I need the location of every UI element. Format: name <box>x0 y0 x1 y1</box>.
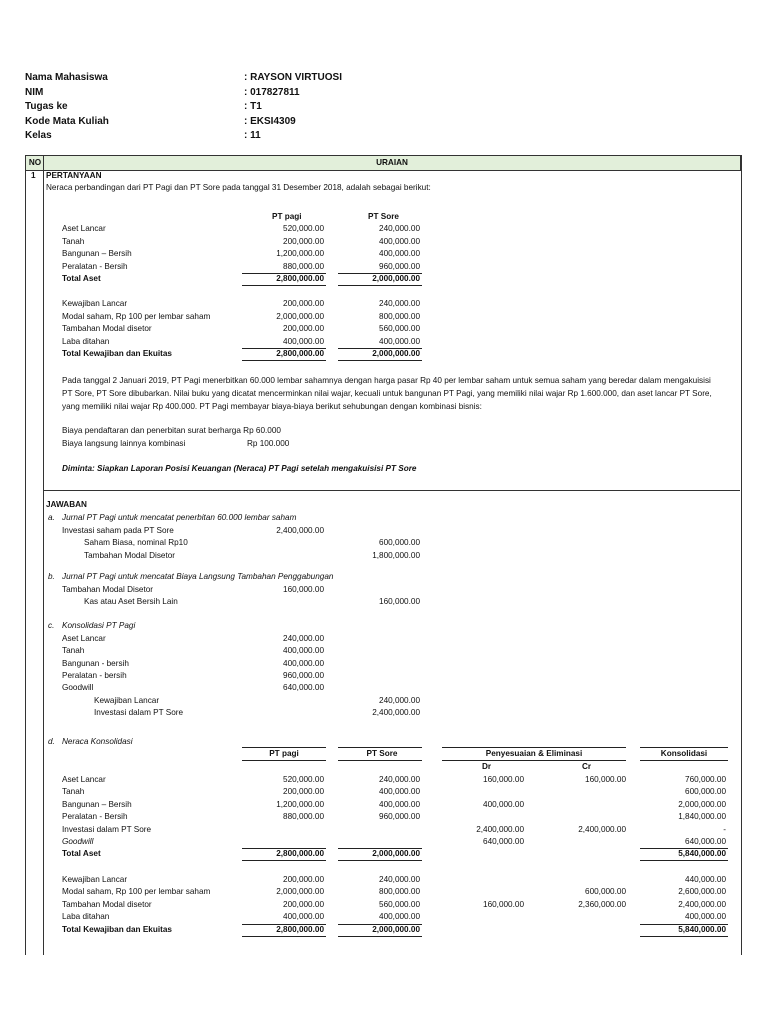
d-liability-label: Kewajiban Lancar <box>62 875 128 884</box>
sore-value: 800,000.00 <box>379 311 420 321</box>
d-col-elim: Penyesuaian & Eliminasi <box>485 749 583 758</box>
header-value: : 11 <box>244 130 261 141</box>
d-col-kons: Konsolidasi <box>660 749 708 758</box>
sore-value: 240,000.00 <box>379 299 420 308</box>
d-kons: 2,400,000.00 <box>678 899 726 909</box>
d-asset-label: Tanah <box>62 787 85 797</box>
diminta-text: Diminta: Siapkan Laporan Posisi Keuangan (Neraca) PT Pagi setelah mengakuisisi PT Sore <box>62 464 417 473</box>
d-dr: 160,000.00 <box>483 775 524 784</box>
d-pagi: 2,000,000.00 <box>276 887 324 897</box>
asset-label: Peralatan - Bersih <box>62 261 128 271</box>
header-value: : 017827811 <box>244 86 300 98</box>
header-label: NIM <box>25 86 44 98</box>
d-cr: 2,360,000.00 <box>578 899 626 909</box>
d-total-sore: 2,000,000.00 <box>372 849 420 859</box>
underline <box>442 747 626 748</box>
journal-account: Tambahan Modal Disetor <box>84 550 176 560</box>
d-sore: 800,000.00 <box>379 887 420 897</box>
sore-value: 960,000.00 <box>379 261 420 271</box>
d-asset-label: Peralatan - Bersih <box>62 812 128 822</box>
header-label: Kode Mata Kuliah <box>25 115 109 127</box>
column-divider <box>43 169 44 955</box>
d-asset-label: Bangunan – Bersih <box>62 799 132 809</box>
underline <box>242 285 326 286</box>
answer-title: Neraca Konsolidasi <box>62 737 133 746</box>
d-pagi: 400,000.00 <box>283 912 324 922</box>
d-kons: 1,840,000.00 <box>678 812 726 822</box>
underline <box>640 760 728 761</box>
d-kons: 2,000,000.00 <box>678 799 726 809</box>
d-kons: 600,000.00 <box>685 787 726 797</box>
d-liability-label: Tambahan Modal disetor <box>62 899 152 909</box>
pagi-value: 400,000.00 <box>283 336 324 346</box>
journal-debit: 2,400,000.00 <box>276 526 324 535</box>
pertanyaan-title: PERTANYAAN <box>46 171 102 180</box>
journal-account: Tanah <box>62 646 85 656</box>
d-asset-label: Investasi dalam PT Sore <box>62 824 152 834</box>
answer-letter: a. <box>48 513 55 522</box>
journal-account: Aset Lancar <box>62 634 106 643</box>
underline <box>242 860 326 861</box>
total-aset-label: Total Aset <box>62 274 101 283</box>
d-dr: 640,000.00 <box>483 837 524 846</box>
journal-account: Goodwill <box>62 683 94 693</box>
pagi-value: 2,000,000.00 <box>276 311 324 321</box>
header-value: : T1 <box>244 101 262 112</box>
pagi-value: 200,000.00 <box>283 299 324 308</box>
d-sore: 400,000.00 <box>379 799 420 809</box>
d-total-kewajiban-label: Total Kewajiban dan Ekuitas <box>62 924 172 934</box>
d-sore: 240,000.00 <box>379 775 420 784</box>
jawaban-title: JAWABAN <box>46 500 87 509</box>
d-kons: 640,000.00 <box>685 837 726 846</box>
section-divider <box>43 490 740 491</box>
total-sore: 2,000,000.00 <box>372 274 420 283</box>
d-col-dr: Dr <box>482 762 492 771</box>
d-dr: 2,400,000.00 <box>476 824 524 834</box>
d-sore: 400,000.00 <box>379 912 420 922</box>
journal-account: Tambahan Modal Disetor <box>62 585 154 594</box>
d-sore: 400,000.00 <box>379 787 420 797</box>
col-no-label: NO <box>28 158 42 167</box>
header-label: Kelas <box>25 130 52 141</box>
d-pagi: 200,000.00 <box>283 787 324 797</box>
asset-label: Aset Lancar <box>62 224 106 233</box>
sore-value: 400,000.00 <box>379 236 420 246</box>
d-pagi: 1,200,000.00 <box>276 799 324 809</box>
d-cr: 600,000.00 <box>585 887 626 897</box>
journal-account: Investasi saham pada PT Sore <box>62 526 174 535</box>
asset-label: Tanah <box>62 236 85 246</box>
col-header-uraian <box>43 155 741 171</box>
answer-letter: b. <box>48 572 55 581</box>
journal-debit: 640,000.00 <box>283 683 324 693</box>
underline <box>338 760 422 761</box>
total-sore: 2,000,000.00 <box>372 349 420 358</box>
pagi-value: 880,000.00 <box>283 261 324 271</box>
journal-account: Bangunan - bersih <box>62 658 129 668</box>
underline <box>242 360 326 361</box>
d-dr: 400,000.00 <box>483 799 524 809</box>
d-kons: - <box>723 824 726 834</box>
asset-label: Bangunan – Bersih <box>62 249 132 258</box>
underline <box>338 860 422 861</box>
intro-text: Neraca perbandingan dari PT Pagi dan PT Sore pada tanggal 31 Desember 2018, adalah sebagai berikut: <box>46 183 431 192</box>
header-value: : RAYSON VIRTUOSI <box>244 72 342 83</box>
underline <box>442 760 626 761</box>
d-cr: 2,400,000.00 <box>578 824 626 834</box>
d-total-kons: 5,840,000.00 <box>678 924 726 934</box>
d-total-aset-label: Total Aset <box>62 849 101 859</box>
sore-value: 240,000.00 <box>379 224 420 233</box>
journal-credit: 600,000.00 <box>379 538 420 548</box>
d-pagi: 200,000.00 <box>283 875 324 884</box>
d-kons: 2,600,000.00 <box>678 887 726 897</box>
journal-account: Peralatan - bersih <box>62 670 127 680</box>
liability-label: Kewajiban Lancar <box>62 299 128 308</box>
journal-account: Kas atau Aset Bersih Lain <box>84 597 178 607</box>
col-header-no <box>25 155 45 171</box>
underline <box>242 936 326 937</box>
cost-label: Biaya pendaftaran dan penerbitan surat berharga Rp 60.000 <box>62 426 281 435</box>
underline <box>640 936 728 937</box>
underline <box>640 860 728 861</box>
cost-label: Biaya langsung lainnya kombinasi <box>62 438 186 448</box>
sore-value: 560,000.00 <box>379 324 420 333</box>
answer-letter: d. <box>48 737 55 746</box>
journal-debit: 160,000.00 <box>283 585 324 594</box>
header-label: Nama Mahasiswa <box>25 72 108 83</box>
journal-credit: 160,000.00 <box>379 597 420 607</box>
journal-account: Investasi dalam PT Sore <box>94 707 184 717</box>
d-asset-label: Aset Lancar <box>62 775 106 784</box>
d-kons: 400,000.00 <box>685 912 726 922</box>
d-kons: 440,000.00 <box>685 875 726 884</box>
d-total-kons: 5,840,000.00 <box>678 849 726 859</box>
d-total-pagi: 2,800,000.00 <box>276 924 324 934</box>
d-pagi: 200,000.00 <box>283 899 324 909</box>
header-value: : EKSI4309 <box>244 115 296 127</box>
answer-letter: c. <box>48 621 55 630</box>
journal-debit: 400,000.00 <box>283 658 324 668</box>
d-dr: 160,000.00 <box>483 899 524 909</box>
d-col-sore: PT Sore <box>366 749 398 758</box>
d-col-pagi: PT pagi <box>269 749 299 758</box>
col-pagi-label: PT pagi <box>272 212 302 221</box>
d-pagi: 880,000.00 <box>283 812 324 822</box>
d-sore: 240,000.00 <box>379 875 420 884</box>
underline <box>338 360 422 361</box>
cost-value: Rp 100.000 <box>247 438 290 448</box>
question-paragraph: Pada tanggal 2 Januari 2019, PT Pagi menerbitkan 60.000 lembar sahamnya dengan harga pasar Rp 40 per lembar saham untuk semua saham yang beredar dalam mengakuisisi PT Sore, PT Sore dibubarkan. Nilai buku yang dicatat mencerminkan nilai wajar, kecuali untuk bangunan PT Pagi, yang memiliki nilai wajar Rp 1.600.000, dan aset lancar PT Sore, yang memiliki nilai wajar Rp 400.000. PT Pagi membayar biaya-biaya berikut sehubungan dengan kombinasi bisnis: <box>62 376 712 411</box>
d-sore: 960,000.00 <box>379 812 420 822</box>
underline <box>338 747 422 748</box>
header-label: Tugas ke <box>25 101 68 112</box>
d-total-sore: 2,000,000.00 <box>372 924 420 934</box>
d-pagi: 520,000.00 <box>283 775 324 784</box>
col-uraian-label: URAIAN <box>376 158 408 167</box>
journal-credit: 1,800,000.00 <box>372 550 420 560</box>
d-cr: 160,000.00 <box>585 775 626 784</box>
answer-title: Jurnal PT Pagi untuk mencatat penerbitan 60.000 lembar saham <box>62 513 297 522</box>
d-liability-label: Modal saham, Rp 100 per lembar saham <box>62 887 211 897</box>
journal-account: Kewajiban Lancar <box>94 695 160 705</box>
d-sore: 560,000.00 <box>379 899 420 909</box>
answer-title: Jurnal PT Pagi untuk mencatat Biaya Langsung Tambahan Penggabungan <box>62 572 334 581</box>
underline <box>242 747 326 748</box>
d-col-cr: Cr <box>582 762 592 771</box>
journal-account: Saham Biasa, nominal Rp10 <box>84 538 188 548</box>
answer-title: Konsolidasi PT Pagi <box>62 621 136 630</box>
d-kons: 760,000.00 <box>685 775 726 784</box>
journal-credit: 240,000.00 <box>379 695 420 705</box>
d-total-pagi: 2,800,000.00 <box>276 849 324 859</box>
journal-debit: 240,000.00 <box>283 634 324 643</box>
sore-value: 400,000.00 <box>379 336 420 346</box>
pagi-value: 520,000.00 <box>283 224 324 233</box>
liability-label: Modal saham, Rp 100 per lembar saham <box>62 311 211 321</box>
underline <box>338 936 422 937</box>
liability-label: Tambahan Modal disetor <box>62 324 152 333</box>
pagi-value: 200,000.00 <box>283 324 324 333</box>
journal-debit: 400,000.00 <box>283 646 324 656</box>
pagi-value: 200,000.00 <box>283 236 324 246</box>
pagi-value: 1,200,000.00 <box>276 249 324 258</box>
d-asset-label: Goodwill <box>62 837 94 846</box>
underline <box>338 285 422 286</box>
d-liability-label: Laba ditahan <box>62 912 110 922</box>
total-pagi: 2,800,000.00 <box>276 349 324 358</box>
total-pagi: 2,800,000.00 <box>276 274 324 283</box>
underline <box>640 747 728 748</box>
row-number: 1 <box>31 171 36 180</box>
sore-value: 400,000.00 <box>379 249 420 258</box>
journal-debit: 960,000.00 <box>283 670 324 680</box>
liability-label: Laba ditahan <box>62 336 110 346</box>
underline <box>242 760 326 761</box>
journal-credit: 2,400,000.00 <box>372 707 420 717</box>
total-kewajiban-label: Total Kewajiban dan Ekuitas <box>62 349 172 358</box>
col-sore-label: PT Sore <box>368 212 399 221</box>
